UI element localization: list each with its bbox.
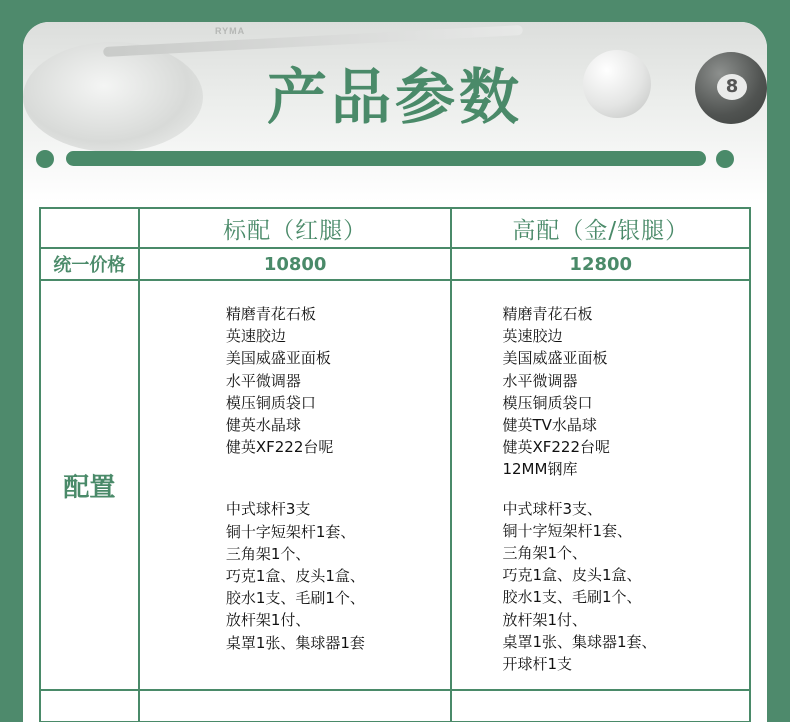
config-item: 模压铜质袋口	[225, 393, 316, 412]
config-item: 精磨青花石板	[502, 305, 593, 323]
title-divider	[66, 151, 706, 166]
config-item: 精磨青花石板	[225, 305, 316, 323]
standard-features-list	[226, 303, 451, 458]
config-item: 巧克1盒、皮头1盒、	[502, 566, 642, 585]
config-label: 配置	[40, 280, 139, 690]
config-item: 健英TV水晶球	[502, 416, 597, 435]
price-label: 统一价格	[40, 248, 139, 280]
next-row-premium	[451, 690, 750, 722]
price-premium: 12800	[451, 248, 750, 280]
config-item: 中式球杆3支	[225, 500, 311, 519]
config-item: 水平微调器	[225, 371, 301, 390]
config-item: 水平微调器	[502, 371, 578, 390]
product-card	[23, 22, 767, 722]
config-premium-cell	[451, 280, 750, 690]
page-title: 产品参数	[267, 63, 523, 133]
config-item: 胶水1支、毛刷1个、	[502, 588, 642, 607]
config-item: 英速胶边	[225, 327, 286, 346]
config-item: 铜十字短架杆1套、	[225, 522, 356, 541]
spec-table	[39, 207, 751, 722]
eight-ball-number: 8	[717, 74, 747, 100]
header-row	[40, 208, 750, 248]
config-item: 三角架1个、	[225, 544, 311, 563]
header-standard: 标配（红腿）	[139, 208, 452, 248]
config-item: 模压铜质袋口	[502, 393, 593, 412]
standard-accessories-list	[226, 498, 451, 653]
config-item: 英速胶边	[502, 327, 563, 346]
premium-accessories-list	[502, 498, 749, 676]
config-item: 巧克1盒、皮头1盒、	[225, 567, 365, 586]
config-item: 胶水1支、毛刷1个、	[225, 589, 365, 608]
config-item: 开球杆1支	[502, 655, 573, 674]
price-row	[40, 248, 750, 280]
next-row	[40, 690, 750, 722]
config-item: 中式球杆3支、	[502, 499, 603, 518]
divider-dot-right	[716, 150, 734, 168]
header-premium: 高配（金/银腿）	[451, 208, 750, 248]
divider-dot-left	[36, 150, 54, 168]
config-item: 三角架1个、	[502, 544, 588, 563]
premium-features-list	[502, 303, 749, 481]
config-item: 健英水晶球	[225, 416, 301, 435]
config-item: 桌罩1张、集球器1套、	[502, 632, 657, 651]
header-empty-cell	[40, 208, 139, 248]
next-row-standard	[139, 690, 452, 722]
price-standard: 10800	[139, 248, 452, 280]
config-item: 铜十字短架杆1套、	[502, 521, 633, 540]
config-item: 美国威盛亚面板	[225, 349, 331, 368]
config-item: 放杆架1付、	[502, 610, 588, 629]
config-row	[40, 280, 750, 690]
config-item: 健英XF222台呢	[225, 438, 334, 457]
config-item: 12MM钢库	[502, 460, 578, 479]
config-item: 美国威盛亚面板	[502, 349, 608, 368]
config-item: 健英XF222台呢	[502, 438, 611, 457]
config-item: 桌罩1张、集球器1套	[225, 633, 365, 652]
config-standard-cell	[139, 280, 452, 690]
cue-brand-text: RYMA	[215, 26, 246, 36]
next-row-label	[40, 690, 139, 722]
config-item: 放杆架1付、	[225, 611, 311, 630]
